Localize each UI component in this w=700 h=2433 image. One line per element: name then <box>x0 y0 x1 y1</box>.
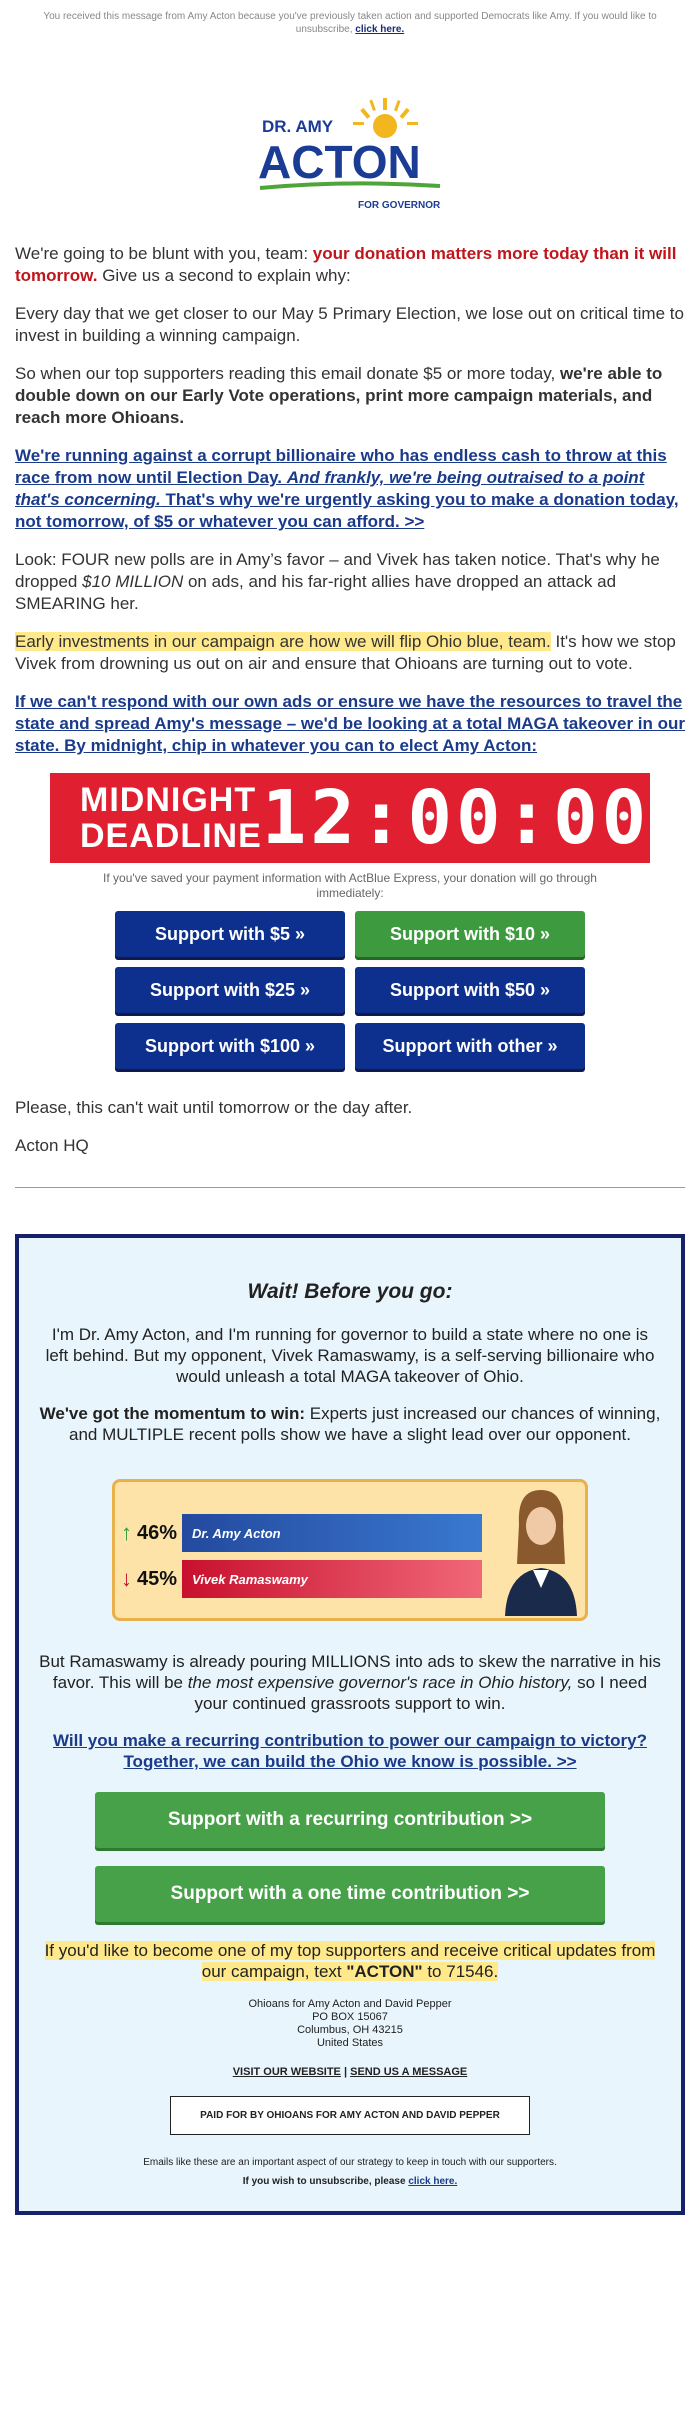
midnight-deadline-banner[interactable] <box>50 773 650 863</box>
donation-buttons <box>115 911 585 1069</box>
donate-25-button[interactable]: Support with $25 » <box>115 967 345 1013</box>
sun-logo-icon <box>250 96 450 216</box>
highlighted-text: Early investments in our campaign are how we will flip Ohio blue, team. <box>15 632 551 651</box>
closing <box>0 1097 700 1157</box>
vivek-percent: 45% <box>136 1567 178 1590</box>
countdown-timer: 12:00:00 <box>261 775 651 861</box>
actblue-express-note: If you've saved your payment information with ActBlue Express, your donation will go through immediately: <box>103 871 597 900</box>
box-paragraph-2: We've got the momentum to win: Experts just increased our chances of winning, and MULTIPLE recent polls show we have a slight lead over our opponent. <box>39 1404 661 1444</box>
poll-row-acton <box>121 1514 482 1552</box>
paragraph-5: Look: FOUR new polls are in Amy’s favor – and Vivek has taken notice. That's why he dropped $10 MILLION on ads, and his far-right allies have dropped an attack ad SMEARING her. <box>15 550 660 613</box>
paragraph-6: Early investments in our campaign are how we will flip Ohio blue, team. It's how we stop Vivek from drowning us out on air and ensure that Ohioans are turning out to vote. <box>15 632 676 673</box>
send-message-link[interactable]: SEND US A MESSAGE <box>350 2066 468 2078</box>
deadline-label: MIDNIGHT DEADLINE <box>80 781 262 855</box>
poll-row-vivek <box>121 1560 482 1598</box>
recurring-contribution-button[interactable]: Support with a recurring contribution >> <box>95 1792 605 1848</box>
donate-100-button[interactable]: Support with $100 » <box>115 1023 345 1069</box>
mailing-address: Ohioans for Amy Acton and David Pepper PO BOX 15067 Columbus, OH 43215 United States <box>248 1998 452 2049</box>
footer-links: VISIT OUR WEBSITE | SEND US A MESSAGE <box>232 2066 468 2078</box>
campaign-logo <box>250 96 450 216</box>
donate-other-button[interactable]: Support with other » <box>355 1023 585 1069</box>
donate-5-button[interactable]: Support with $5 » <box>115 911 345 957</box>
unsubscribe-link-bottom[interactable]: click here. <box>408 2176 458 2187</box>
recurring-contribution-link[interactable]: Will you make a recurring contribution to power our campaign to victory? Together, we can build the Ohio we know is possible. >> <box>53 1731 647 1771</box>
one-time-contribution-button[interactable]: Support with a one time contribution >> <box>95 1866 605 1922</box>
vivek-bar: Vivek Ramaswamy <box>182 1560 482 1598</box>
candidate-portrait-icon <box>497 1484 583 1616</box>
acton-bar: Dr. Amy Acton <box>182 1514 482 1552</box>
footer-unsubscribe: If you wish to unsubscribe, please click here. <box>242 2176 458 2187</box>
text-signup: If you'd like to become one of my top supporters and receive critical updates from our campaign, text "ACTON" to 71546. <box>44 1941 656 1981</box>
box-heading: Wait! Before you go: <box>247 1280 453 1303</box>
email-body <box>0 243 700 757</box>
urgent-text: your donation matters more today than it will tomorrow. <box>15 244 677 285</box>
down-arrow-icon: ↓ <box>121 1566 132 1591</box>
donate-link-paragraph[interactable]: We're running against a corrupt billionaire who has endless cash to throw at this race from now until Election Day. And frankly, we're being outraised to a point that's concerning. That's why we're urgently asking you to make a donation today, not tomorrow, of $5 or whatever you can afford. >> <box>15 446 679 531</box>
logo-line2: ACTON <box>258 136 421 188</box>
preheader-text: You received this message from Amy Acton because you've previously taken action and supported Democrats like Amy. If you would like to unsubscribe, <box>43 11 657 35</box>
donate-10-button[interactable]: Support with $10 » <box>355 911 585 957</box>
up-arrow-icon: ↑ <box>121 1520 132 1545</box>
unsubscribe-link-top[interactable]: click here. <box>355 24 405 35</box>
footer-note: Emails like these are an important aspect of our strategy to keep in touch with our supporters. <box>143 2157 557 2168</box>
poll-graphic[interactable] <box>112 1479 588 1621</box>
chip-in-link[interactable]: If we can't respond with our own ads or ensure we have the resources to travel the state and spread Amy's message – we'd be looking at a total MAGA takeover in our state. By midnight, chip in whatever you can to elect Amy Acton: <box>15 692 686 755</box>
paid-for-disclaimer: PAID FOR BY OHIOANS FOR AMY ACTON AND DAVID PEPPER <box>170 2096 530 2135</box>
divider <box>15 1187 685 1188</box>
paragraph-2: Every day that we get closer to our May 5 Primary Election, we lose out on critical time to invest in building a winning campaign. <box>15 304 684 345</box>
donate-50-button[interactable]: Support with $50 » <box>355 967 585 1013</box>
preheader <box>0 0 700 36</box>
paragraph-3: So when our top supporters reading this email donate $5 or more today, we're able to double down on our Early Vote operations, print more campaign materials, and reach more Ohioans. <box>15 364 663 427</box>
closing-line: Please, this can't wait until tomorrow or the day after. <box>15 1098 413 1117</box>
before-you-go-box <box>15 1234 685 2215</box>
box-paragraph-3: But Ramaswamy is already pouring MILLIONS into ads to skew the narrative in his favor. This will be the most expensive governor's race in Ohio history, so I need your continued grassroots support to win. <box>39 1652 661 1713</box>
acton-percent: 46% <box>136 1521 178 1544</box>
paragraph-1: We're going to be blunt with you, team: your donation matters more today than it will tomorrow. Give us a second to explain why: <box>15 244 677 285</box>
box-paragraph-1: I'm Dr. Amy Acton, and I'm running for governor to build a state where no one is left behind. But my opponent, Vivek Ramaswamy, is a self-serving billionaire who would unleash a total MAGA takeover of Ohio. <box>45 1325 655 1386</box>
visit-website-link[interactable]: VISIT OUR WEBSITE <box>232 2066 341 2078</box>
logo-line3: FOR GOVERNOR <box>358 200 441 211</box>
logo-line1: DR. AMY <box>262 117 334 136</box>
signature: Acton HQ <box>15 1136 89 1155</box>
